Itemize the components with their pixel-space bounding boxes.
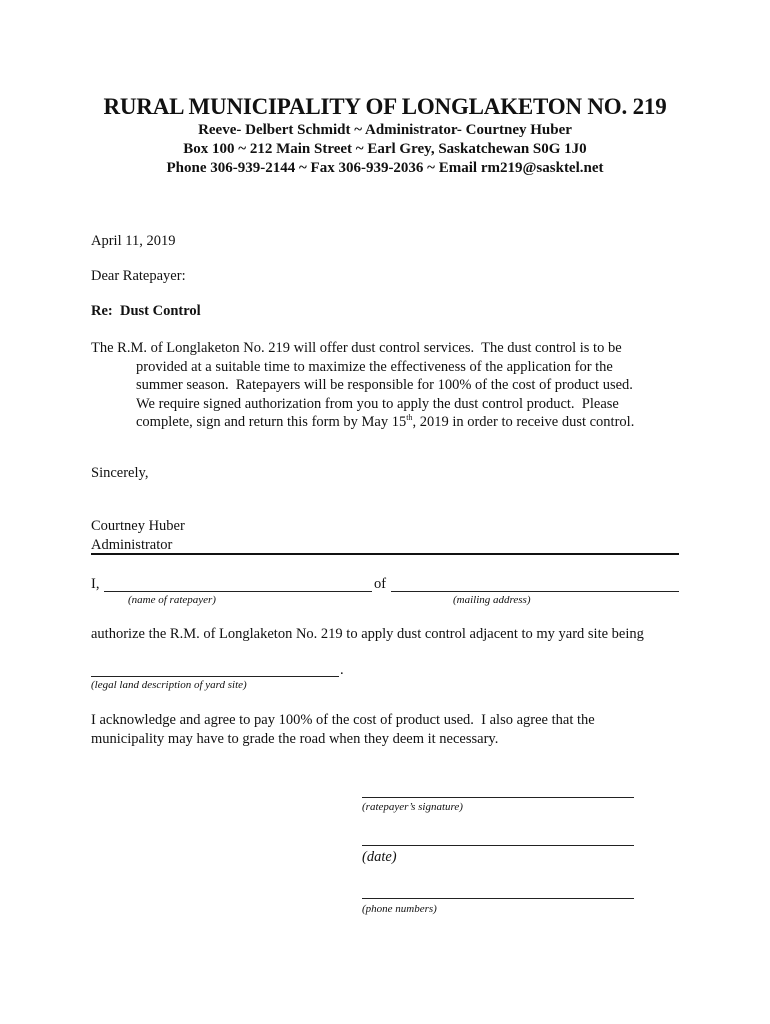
ordinal-suffix: th [406, 413, 413, 423]
body-line: The R.M. of Longlaketon No. 219 will offer dust control services. The dust control is to be [91, 340, 622, 356]
signer-name: Courtney Huber [91, 518, 185, 534]
contact-line: Phone 306-939-2144 ~ Fax 306-939-2036 ~ Email rm219@sasktel.net [166, 160, 604, 176]
body-text: , 2019 in order to receive dust control. [412, 414, 635, 430]
authorize-statement: authorize the R.M. of Longlaketon No. 219 to apply dust control adjacent to my yard site being [91, 626, 644, 642]
mailing-address-line[interactable] [391, 591, 679, 592]
signature-line[interactable] [362, 797, 634, 798]
date-caption: (date) [362, 849, 397, 865]
legal-land-caption: (legal land description of yard site) [91, 679, 247, 691]
salutation: Dear Ratepayer: [91, 268, 186, 284]
letter-body [91, 339, 681, 432]
acknowledge-line: municipality may have to grade the road when they deem it necessary. [91, 731, 499, 747]
municipality-title: RURAL MUNICIPALITY OF LONGLAKETON NO. 219 [103, 94, 667, 119]
ratepayer-name-line[interactable] [104, 591, 372, 592]
address-line: Box 100 ~ 212 Main Street ~ Earl Grey, Saskatchewan S0G 1J0 [183, 141, 587, 157]
body-line [136, 413, 681, 432]
mailing-address-caption: (mailing address) [453, 594, 531, 606]
closing: Sincerely, [91, 465, 149, 481]
section-divider [91, 553, 679, 555]
body-text: complete, sign and return this form by May 15 [136, 414, 407, 430]
signer-title: Administrator [91, 537, 173, 553]
i-label: I, [91, 576, 100, 592]
body-line: summer season. Ratepayers will be responsible for 100% of the cost of product used. [136, 377, 633, 393]
subject-line: Re: Dust Control [91, 303, 201, 319]
phone-line[interactable] [362, 898, 634, 899]
phone-caption: (phone numbers) [362, 903, 437, 915]
signature-caption: (ratepayer’s signature) [362, 801, 463, 813]
letter-date: April 11, 2019 [91, 233, 176, 249]
legal-land-period: . [340, 662, 344, 678]
of-label: of [374, 576, 387, 592]
officials-line: Reeve- Delbert Schmidt ~ Administrator- Courtney Huber [198, 122, 572, 138]
legal-land-line[interactable] [91, 676, 339, 677]
body-line: We require signed authorization from you to apply the dust control product. Please [136, 395, 619, 412]
ratepayer-name-caption: (name of ratepayer) [128, 594, 216, 606]
body-line: provided at a suitable time to maximize the effectiveness of the application for the [136, 358, 613, 375]
acknowledge-line: I acknowledge and agree to pay 100% of the cost of product used. I also agree that the [91, 712, 595, 728]
date-line[interactable] [362, 845, 634, 846]
